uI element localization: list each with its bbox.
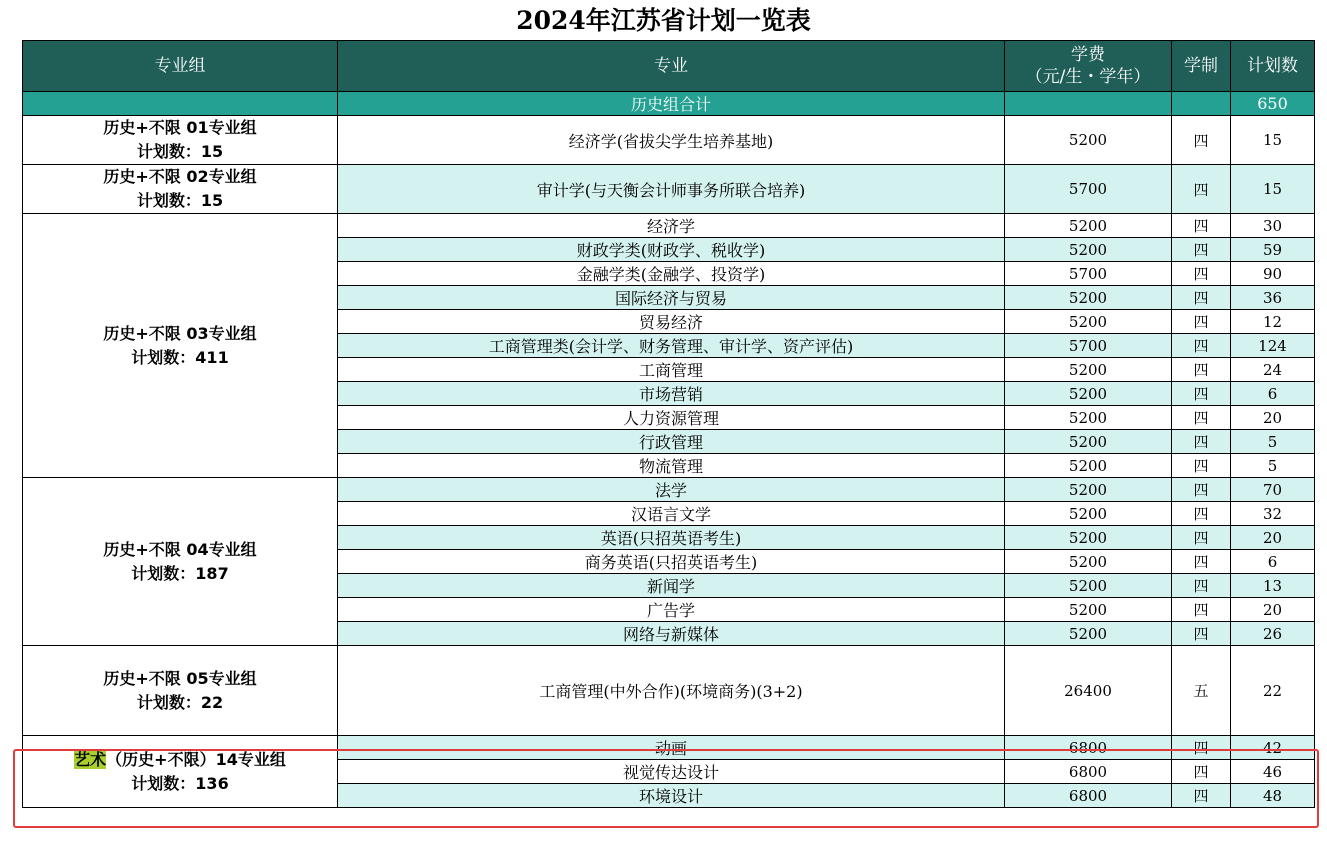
table-header bbox=[23, 41, 1315, 92]
fee-cell: 5700 bbox=[1005, 334, 1172, 358]
group-cell bbox=[23, 478, 338, 646]
major-cell: 环境设计 bbox=[338, 784, 1005, 808]
plan-cell: 46 bbox=[1231, 760, 1315, 784]
major-cell: 动画 bbox=[338, 736, 1005, 760]
group-name: （历史+不限）14专业组 bbox=[106, 749, 286, 769]
table-row bbox=[23, 646, 1315, 736]
table-row bbox=[23, 165, 1315, 214]
group-cell bbox=[23, 736, 338, 808]
group-name: 历史+不限 01专业组 bbox=[103, 118, 257, 137]
duration-cell: 四 bbox=[1172, 310, 1231, 334]
fee-cell: 5200 bbox=[1005, 214, 1172, 238]
plan-cell: 20 bbox=[1231, 526, 1315, 550]
major-cell: 市场营销 bbox=[338, 382, 1005, 406]
plan-cell: 5 bbox=[1231, 454, 1315, 478]
plan-cell: 124 bbox=[1231, 334, 1315, 358]
duration-cell: 四 bbox=[1172, 334, 1231, 358]
group-plan: 计划数：15 bbox=[136, 191, 224, 210]
group-name: 历史+不限 04专业组 bbox=[103, 539, 257, 559]
duration-cell: 四 bbox=[1172, 406, 1231, 430]
plan-cell: 59 bbox=[1231, 238, 1315, 262]
total-row bbox=[23, 92, 1315, 116]
total-fee-empty bbox=[1005, 92, 1172, 116]
duration-cell: 四 bbox=[1172, 165, 1231, 214]
fee-cell: 5200 bbox=[1005, 310, 1172, 334]
major-cell: 汉语言文学 bbox=[338, 502, 1005, 526]
fee-cell: 5700 bbox=[1005, 262, 1172, 286]
plan-cell: 13 bbox=[1231, 574, 1315, 598]
fee-cell: 5200 bbox=[1005, 116, 1172, 165]
duration-cell: 四 bbox=[1172, 550, 1231, 574]
group-name-line bbox=[23, 748, 337, 772]
major-cell: 广告学 bbox=[338, 598, 1005, 622]
total-empty bbox=[23, 92, 338, 116]
fee-cell: 5200 bbox=[1005, 286, 1172, 310]
fee-cell: 5200 bbox=[1005, 550, 1172, 574]
plan-cell: 20 bbox=[1231, 598, 1315, 622]
duration-cell: 四 bbox=[1172, 502, 1231, 526]
group-cell bbox=[23, 646, 338, 736]
fee-cell: 5200 bbox=[1005, 526, 1172, 550]
total-duration-empty bbox=[1172, 92, 1231, 116]
duration-cell: 四 bbox=[1172, 760, 1231, 784]
plan-cell: 22 bbox=[1231, 646, 1315, 736]
duration-cell: 四 bbox=[1172, 526, 1231, 550]
header-group: 专业组 bbox=[23, 41, 338, 92]
major-cell: 网络与新媒体 bbox=[338, 622, 1005, 646]
major-cell: 金融学类(金融学、投资学) bbox=[338, 262, 1005, 286]
plan-cell: 6 bbox=[1231, 550, 1315, 574]
duration-cell: 四 bbox=[1172, 598, 1231, 622]
major-cell: 视觉传达设计 bbox=[338, 760, 1005, 784]
duration-cell: 四 bbox=[1172, 382, 1231, 406]
group-name: 历史+不限 02专业组 bbox=[103, 167, 257, 186]
fee-cell: 5200 bbox=[1005, 382, 1172, 406]
group-cell bbox=[23, 116, 338, 165]
major-cell: 物流管理 bbox=[338, 454, 1005, 478]
group-cell bbox=[23, 165, 338, 214]
fee-cell: 5200 bbox=[1005, 406, 1172, 430]
duration-cell: 四 bbox=[1172, 784, 1231, 808]
plan-cell: 15 bbox=[1231, 165, 1315, 214]
highlighted-text: 艺术 bbox=[74, 749, 107, 769]
duration-cell: 四 bbox=[1172, 574, 1231, 598]
fee-cell: 26400 bbox=[1005, 646, 1172, 736]
major-cell: 新闻学 bbox=[338, 574, 1005, 598]
plan-cell: 12 bbox=[1231, 310, 1315, 334]
major-cell: 贸易经济 bbox=[338, 310, 1005, 334]
plan-cell: 32 bbox=[1231, 502, 1315, 526]
major-cell: 工商管理类(会计学、财务管理、审计学、资产评估) bbox=[338, 334, 1005, 358]
duration-cell: 四 bbox=[1172, 358, 1231, 382]
duration-cell: 五 bbox=[1172, 646, 1231, 736]
duration-cell: 四 bbox=[1172, 214, 1231, 238]
fee-cell: 5200 bbox=[1005, 238, 1172, 262]
header-fee-line1: 学费 bbox=[1071, 45, 1105, 65]
plan-cell: 48 bbox=[1231, 784, 1315, 808]
major-cell: 法学 bbox=[338, 478, 1005, 502]
group-plan: 计划数：411 bbox=[131, 347, 229, 367]
plan-cell: 5 bbox=[1231, 430, 1315, 454]
duration-cell: 四 bbox=[1172, 238, 1231, 262]
duration-cell: 四 bbox=[1172, 262, 1231, 286]
duration-cell: 四 bbox=[1172, 454, 1231, 478]
major-cell: 行政管理 bbox=[338, 430, 1005, 454]
fee-cell: 5200 bbox=[1005, 598, 1172, 622]
group-plan: 计划数：15 bbox=[136, 142, 224, 161]
page-title: 2024年江苏省计划一览表 bbox=[516, 6, 811, 35]
major-cell: 人力资源管理 bbox=[338, 406, 1005, 430]
group-cell bbox=[23, 214, 338, 478]
plan-cell: 90 bbox=[1231, 262, 1315, 286]
duration-cell: 四 bbox=[1172, 286, 1231, 310]
plan-cell: 6 bbox=[1231, 382, 1315, 406]
major-cell: 国际经济与贸易 bbox=[338, 286, 1005, 310]
group-plan: 计划数：22 bbox=[136, 692, 224, 712]
plan-cell: 26 bbox=[1231, 622, 1315, 646]
header-major: 专业 bbox=[338, 41, 1005, 92]
plan-table bbox=[22, 40, 1315, 808]
plan-cell: 36 bbox=[1231, 286, 1315, 310]
plan-cell: 42 bbox=[1231, 736, 1315, 760]
duration-cell: 四 bbox=[1172, 116, 1231, 165]
table-row bbox=[23, 736, 1315, 760]
table-row bbox=[23, 478, 1315, 502]
major-cell: 英语(只招英语考生) bbox=[338, 526, 1005, 550]
major-cell: 工商管理 bbox=[338, 358, 1005, 382]
major-cell: 财政学类(财政学、税收学) bbox=[338, 238, 1005, 262]
total-plan: 650 bbox=[1231, 92, 1315, 116]
group-name: 历史+不限 05专业组 bbox=[103, 668, 257, 688]
duration-cell: 四 bbox=[1172, 478, 1231, 502]
plan-cell: 30 bbox=[1231, 214, 1315, 238]
fee-cell: 5200 bbox=[1005, 358, 1172, 382]
plan-cell: 20 bbox=[1231, 406, 1315, 430]
fee-cell: 5200 bbox=[1005, 574, 1172, 598]
header-plan: 计划数 bbox=[1231, 41, 1315, 92]
plan-cell: 15 bbox=[1231, 116, 1315, 165]
fee-cell: 6800 bbox=[1005, 736, 1172, 760]
plan-cell: 24 bbox=[1231, 358, 1315, 382]
header-fee bbox=[1005, 41, 1172, 92]
table-row bbox=[23, 116, 1315, 165]
header-duration: 学制 bbox=[1172, 41, 1231, 92]
major-cell: 商务英语(只招英语考生) bbox=[338, 550, 1005, 574]
fee-cell: 5200 bbox=[1005, 478, 1172, 502]
duration-cell: 四 bbox=[1172, 622, 1231, 646]
major-cell: 经济学 bbox=[338, 214, 1005, 238]
duration-cell: 四 bbox=[1172, 430, 1231, 454]
fee-cell: 5200 bbox=[1005, 454, 1172, 478]
group-name: 历史+不限 03专业组 bbox=[103, 323, 257, 343]
major-cell: 经济学(省拔尖学生培养基地) bbox=[338, 116, 1005, 165]
total-label: 历史组合计 bbox=[338, 92, 1005, 116]
group-plan: 计划数：136 bbox=[131, 773, 229, 793]
table-row bbox=[23, 214, 1315, 238]
fee-cell: 6800 bbox=[1005, 760, 1172, 784]
header-fee-line2: （元/生・学年） bbox=[1025, 67, 1151, 87]
major-cell: 工商管理(中外合作)(环境商务)(3+2) bbox=[338, 646, 1005, 736]
fee-cell: 5200 bbox=[1005, 430, 1172, 454]
fee-cell: 5700 bbox=[1005, 165, 1172, 214]
plan-cell: 70 bbox=[1231, 478, 1315, 502]
major-cell: 审计学(与天衡会计师事务所联合培养) bbox=[338, 165, 1005, 214]
fee-cell: 5200 bbox=[1005, 622, 1172, 646]
fee-cell: 5200 bbox=[1005, 502, 1172, 526]
duration-cell: 四 bbox=[1172, 736, 1231, 760]
group-plan: 计划数：187 bbox=[131, 563, 229, 583]
fee-cell: 6800 bbox=[1005, 784, 1172, 808]
